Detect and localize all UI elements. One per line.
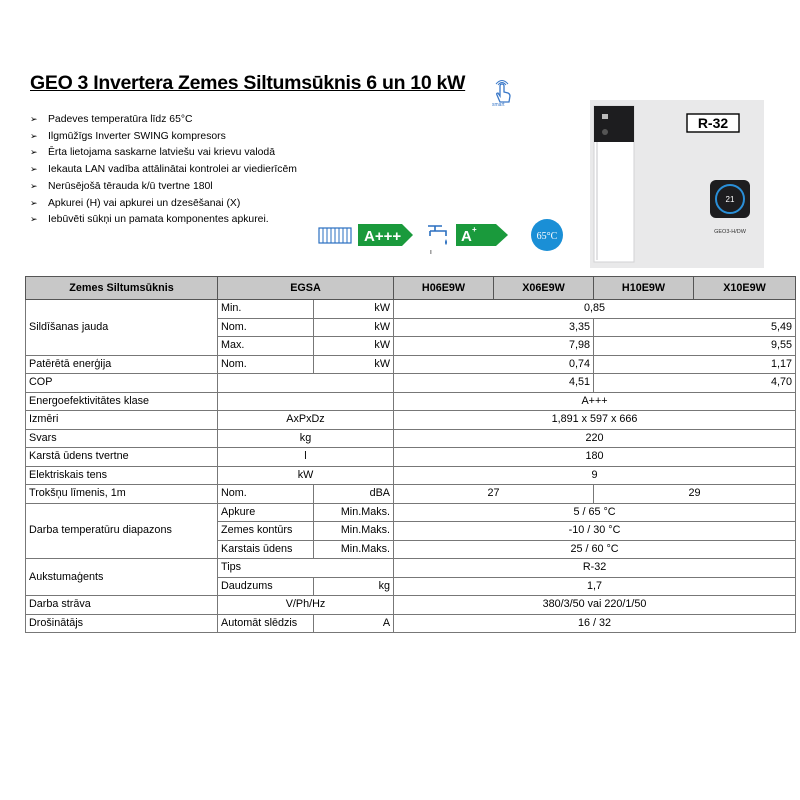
- cell-value: 25 / 60 °C: [394, 540, 796, 559]
- cell-empty: [218, 374, 394, 393]
- radiator-icon: [319, 228, 351, 243]
- arrow-bullet-icon: ➢: [30, 215, 38, 226]
- table-row: [26, 411, 796, 430]
- table-row: [26, 429, 796, 448]
- cell-key: Nom.: [218, 485, 314, 504]
- cell-value: 4,51: [394, 374, 594, 393]
- page-title: GEO 3 Invertera Zemes Siltumsūknis 6 un 10 kW: [30, 72, 466, 94]
- arrow-bullet-icon: ➢: [30, 131, 38, 142]
- cell-key: Min.: [218, 300, 314, 319]
- cell-value: 29: [594, 485, 796, 504]
- water-energy-class-badge: [456, 224, 508, 246]
- column-header: H06E9W: [394, 277, 494, 300]
- feature-item: ➢ Ērta lietojama saskarne latviešu vai krievu valodā: [30, 145, 297, 162]
- cell-empty: [218, 392, 394, 411]
- cell-unit: kW: [314, 355, 394, 374]
- row-label: Aukstumaģents: [26, 559, 218, 596]
- table-row: [26, 559, 796, 578]
- row-label: Elektriskais tens: [26, 466, 218, 485]
- column-header: X06E9W: [494, 277, 594, 300]
- cell-key: Nom.: [218, 318, 314, 337]
- cell-key: Karstais ūdens: [218, 540, 314, 559]
- product-caption: GEO3-H/DW: [714, 229, 746, 235]
- feature-item: ➢ Apkurei (H) vai apkurei un dzesēšanai (X): [30, 196, 297, 213]
- cell-value: 180: [394, 448, 796, 467]
- table-row: [26, 596, 796, 615]
- table-row: [26, 374, 796, 393]
- product-image: [590, 100, 764, 268]
- arrow-bullet-icon: ➢: [30, 115, 38, 125]
- arrow-bullet-icon: ➢: [30, 198, 38, 209]
- cell-unit: kW: [314, 318, 394, 337]
- spec-table: [25, 276, 796, 633]
- cell-unit: l: [218, 448, 394, 467]
- column-header: X10E9W: [694, 277, 796, 300]
- row-label: Trokšņu līmenis, 1m: [26, 485, 218, 504]
- cell-value: R-32: [394, 559, 796, 578]
- cell-unit: dBA: [314, 485, 394, 504]
- table-row: [26, 614, 796, 633]
- cell-value: 5,49: [594, 318, 796, 337]
- cell-value: 1,891 x 597 x 666: [394, 411, 796, 430]
- column-header: H10E9W: [594, 277, 694, 300]
- arrow-bullet-icon: ➢: [30, 181, 38, 192]
- row-label: Patērētā enerģija: [26, 355, 218, 374]
- cell-value: 1,17: [594, 355, 796, 374]
- cell-value: 0,85: [394, 300, 796, 319]
- arrow-bullet-icon: ➢: [30, 165, 38, 176]
- temperature-badge-text: 65°C: [536, 231, 558, 242]
- cell-unit: V/Ph/Hz: [218, 596, 394, 615]
- cell-unit: kW: [314, 337, 394, 356]
- indoor-unit-image: [594, 106, 634, 262]
- row-label: Darba strāva: [26, 596, 218, 615]
- cell-value: 9: [394, 466, 796, 485]
- cell-key: Max.: [218, 337, 314, 356]
- cell-value: 0,74: [394, 355, 594, 374]
- cell-unit: AxPxDz: [218, 411, 394, 430]
- feature-list: [30, 112, 297, 229]
- column-header: Zemes Siltumsūknis: [26, 277, 218, 300]
- cell-value: 7,98: [394, 337, 594, 356]
- row-label: COP: [26, 374, 218, 393]
- cell-key: Nom.: [218, 355, 314, 374]
- cell-unit: kW: [218, 466, 394, 485]
- table-row: [26, 300, 796, 319]
- feature-item: ➢ Padeves temperatūra līdz 65°C: [30, 112, 297, 129]
- row-label: Izmēri: [26, 411, 218, 430]
- remote-controller-image: [710, 180, 750, 218]
- row-label: Drošinātājs: [26, 614, 218, 633]
- arrow-bullet-icon: ➢: [30, 148, 38, 159]
- row-label: Karstā ūdens tvertne: [26, 448, 218, 467]
- cell-value: 380/3/50 vai 220/1/50: [394, 596, 796, 615]
- energy-label-group: [318, 218, 578, 254]
- row-label: Svars: [26, 429, 218, 448]
- cell-value: 9,55: [594, 337, 796, 356]
- feature-item: ➢ Nerūsējošā tērauda k/ū tvertne 180l: [30, 179, 297, 196]
- cell-key: Apkure: [218, 503, 314, 522]
- heating-energy-class-text: A+++: [364, 228, 402, 245]
- feature-item: ➢ Iekauta LAN vadība attālinātai kontrolei ar viedierīcēm: [30, 162, 297, 179]
- table-row: [26, 503, 796, 522]
- cell-unit: Min.Maks.: [314, 503, 394, 522]
- water-tap-icon: [428, 226, 447, 254]
- cell-unit: Min.Maks.: [314, 522, 394, 541]
- table-header-row: [26, 277, 796, 300]
- feature-item: ➢ Iebūvēti sūkņi un pamata komponentes apkurei.: [30, 212, 297, 229]
- cell-key: Daudzums: [218, 577, 314, 596]
- cell-value: -10 / 30 °C: [394, 522, 796, 541]
- row-label: Darba temperatūru diapazons: [26, 503, 218, 559]
- cell-unit: kg: [314, 577, 394, 596]
- cell-unit: kW: [314, 300, 394, 319]
- cell-key: Tips: [218, 559, 394, 578]
- heating-energy-class-badge: [358, 224, 413, 246]
- remote-display-text: 21: [725, 195, 735, 204]
- table-row: [26, 355, 796, 374]
- hand-caption: smart: [492, 102, 505, 108]
- table-row: [26, 448, 796, 467]
- refrigerant-tag: [687, 114, 739, 132]
- cell-unit: kg: [218, 429, 394, 448]
- cell-value: 1,7: [394, 577, 796, 596]
- table-row: [26, 485, 796, 504]
- cell-value: 4,70: [594, 374, 796, 393]
- temperature-badge: [531, 219, 563, 251]
- cell-value: 5 / 65 °C: [394, 503, 796, 522]
- cell-unit: A: [314, 614, 394, 633]
- refrigerant-tag-text: R-32: [697, 115, 729, 131]
- table-row: [26, 466, 796, 485]
- row-label: Sildīšanas jauda: [26, 300, 218, 356]
- water-tap-mark: l: [430, 249, 432, 254]
- column-header: EGSA: [218, 277, 394, 300]
- cell-value: 16 / 32: [394, 614, 796, 633]
- cell-value: 27: [394, 485, 594, 504]
- feature-item: ➢ Ilgmūžīgs Inverter SWING kompresors: [30, 129, 297, 146]
- cell-unit: Min.Maks.: [314, 540, 394, 559]
- cell-value: 220: [394, 429, 796, 448]
- cell-value: A+++: [394, 392, 796, 411]
- cell-key: Zemes kontūrs: [218, 522, 314, 541]
- cell-value: 3,35: [394, 318, 594, 337]
- cell-key: Automāt slēdzis: [218, 614, 314, 633]
- water-energy-class-main: A: [461, 228, 472, 245]
- water-energy-class-sup: +: [472, 225, 477, 234]
- row-label: Energoefektivitātes klase: [26, 392, 218, 411]
- table-row: [26, 392, 796, 411]
